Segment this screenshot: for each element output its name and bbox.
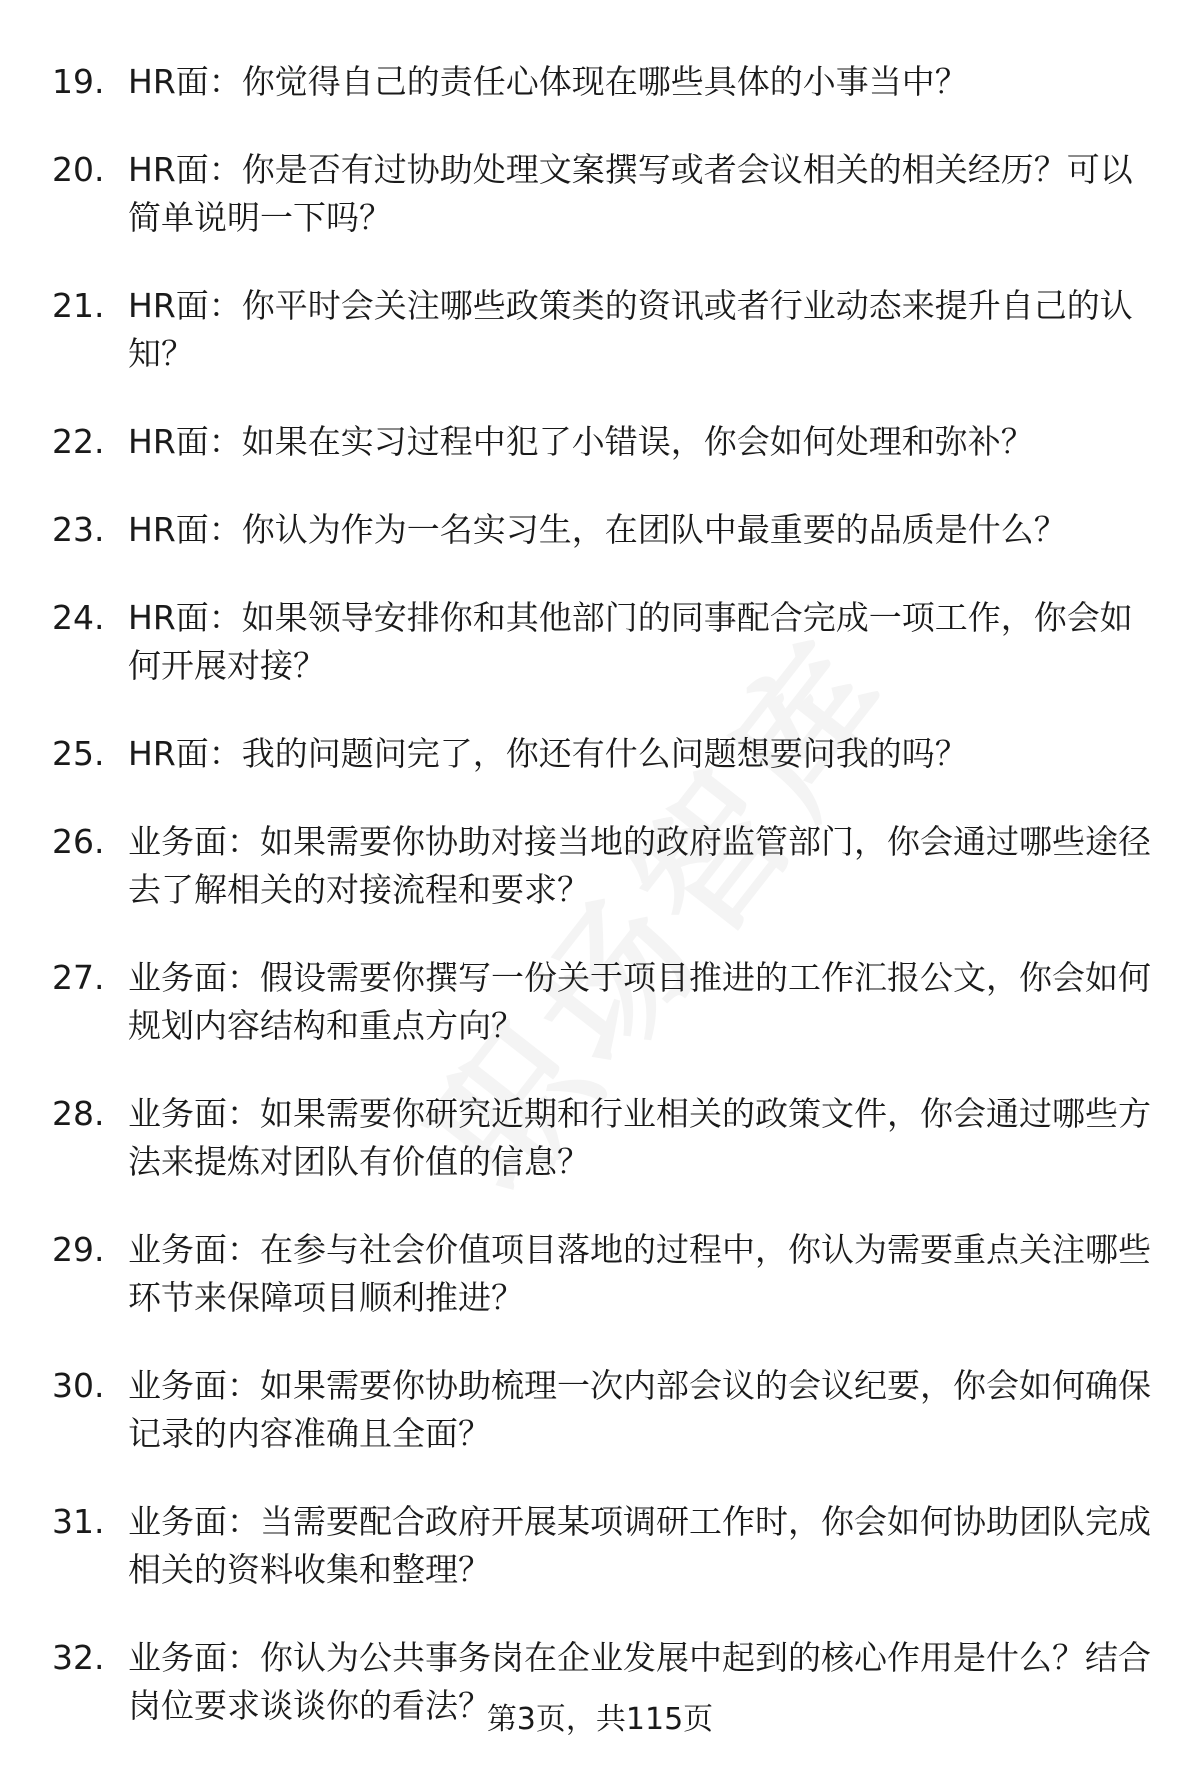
question-number: 20.	[52, 150, 105, 189]
list-item	[52, 418, 1157, 466]
question-number: 28.	[52, 1094, 105, 1133]
question-number: 26.	[52, 822, 105, 861]
list-item	[52, 146, 1157, 242]
question-number: 30.	[52, 1366, 105, 1405]
list-item	[52, 1090, 1157, 1186]
question-list	[52, 58, 1157, 1770]
list-item	[52, 730, 1157, 778]
question-text: HR面：我的问题问完了，你还有什么问题想要问我的吗？	[128, 734, 968, 773]
list-item	[52, 594, 1157, 690]
question-text: 业务面：如果需要你协助梳理一次内部会议的会议纪要，你会如何确保记录的内容准确且全面？	[128, 1366, 1151, 1453]
list-item	[52, 58, 1157, 106]
list-item	[52, 282, 1157, 378]
question-text: 业务面：你认为公共事务岗在企业发展中起到的核心作用是什么？结合岗位要求谈谈你的看法？	[128, 1638, 1151, 1725]
question-text: HR面：你觉得自己的责任心体现在哪些具体的小事当中？	[128, 62, 968, 101]
question-text: HR面：你是否有过协助处理文案撰写或者会议相关的相关经历？可以简单说明一下吗？	[128, 150, 1133, 237]
question-text: HR面：如果领导安排你和其他部门的同事配合完成一项工作，你会如何开展对接？	[128, 598, 1133, 685]
question-text: HR面：如果在实习过程中犯了小错误，你会如何处理和弥补？	[128, 422, 1034, 461]
list-item	[52, 818, 1157, 914]
question-number: 19.	[52, 62, 105, 101]
question-text: 业务面：当需要配合政府开展某项调研工作时，你会如何协助团队完成相关的资料收集和整理？	[128, 1502, 1151, 1589]
question-text: 业务面：如果需要你协助对接当地的政府监管部门，你会通过哪些途径去了解相关的对接流程和要求？	[128, 822, 1151, 909]
question-number: 21.	[52, 286, 105, 325]
question-text: 业务面：如果需要你研究近期和行业相关的政策文件，你会通过哪些方法来提炼对团队有价值的信息？	[128, 1094, 1151, 1181]
question-number: 32.	[52, 1638, 105, 1677]
question-number: 24.	[52, 598, 105, 637]
question-text: 业务面：在参与社会价值项目落地的过程中，你认为需要重点关注哪些环节来保障项目顺利推进？	[128, 1230, 1151, 1317]
question-number: 31.	[52, 1502, 105, 1541]
question-number: 27.	[52, 958, 105, 997]
question-text: 业务面：假设需要你撰写一份关于项目推进的工作汇报公文，你会如何规划内容结构和重点方向？	[128, 958, 1151, 1045]
page-number-footer: 第3页，共115页	[486, 1702, 714, 1737]
question-text: HR面：你认为作为一名实习生，在团队中最重要的品质是什么？	[128, 510, 1067, 549]
list-item	[52, 1226, 1157, 1322]
list-item	[52, 1498, 1157, 1594]
question-number: 25.	[52, 734, 105, 773]
list-item	[52, 954, 1157, 1050]
list-item	[52, 506, 1157, 554]
list-item	[52, 1362, 1157, 1458]
question-number: 22.	[52, 422, 105, 461]
question-number: 29.	[52, 1230, 105, 1269]
question-number: 23.	[52, 510, 105, 549]
question-text: HR面：你平时会关注哪些政策类的资讯或者行业动态来提升自己的认知？	[128, 286, 1133, 373]
